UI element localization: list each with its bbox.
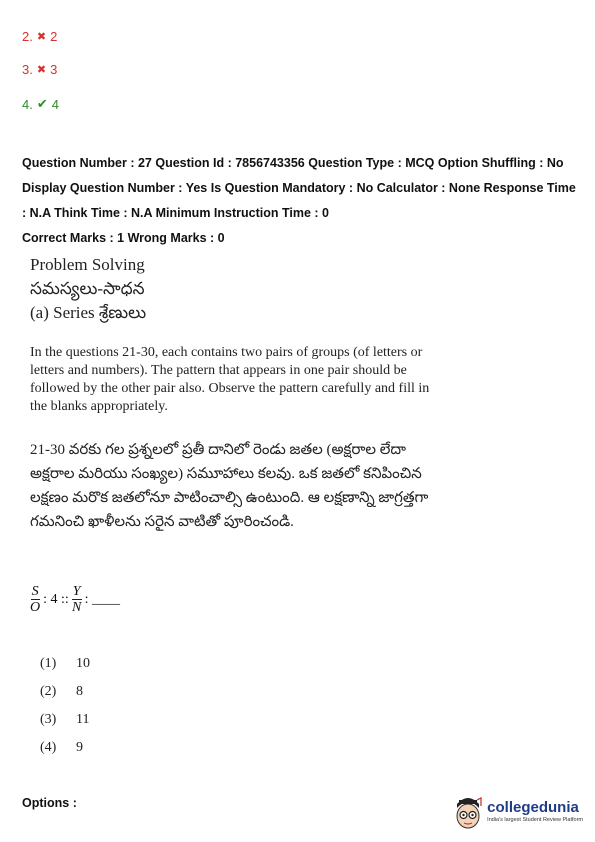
question-meta-line-1: Question Number : 27 Question Id : 7856743356 Question Type : MCQ Option Shuffling : No — [22, 156, 564, 170]
cross-icon: ✖ — [36, 64, 47, 76]
question-meta-line-3: : N.A Think Time : N.A Minimum Instruction Time : 0 — [22, 206, 329, 220]
instructions-en: In the questions 21-30, each contains two pairs of groups (of letters or letters and numbers). The pattern that appears in one pair should be followed by the other pair also. Observe the pattern carefully and fill in the blanks appropriately. — [30, 345, 430, 414]
fraction-2-numerator: Y — [72, 584, 81, 599]
section-title-en: Problem Solving — [30, 255, 145, 274]
fraction-2 — [72, 584, 82, 615]
option-number: 2. — [22, 29, 33, 44]
mascot-icon — [453, 794, 483, 830]
question-marks: Correct Marks : 1 Wrong Marks : 0 — [22, 231, 225, 245]
choice-label: (3) — [40, 712, 57, 727]
option-value: 4 — [51, 96, 59, 112]
fraction-1 — [30, 584, 40, 615]
logo-tagline: India's largest Student Review Platform — [487, 817, 583, 823]
choice-4 — [40, 740, 83, 756]
choice-label: (2) — [40, 684, 57, 699]
cross-icon: ✖ — [36, 31, 47, 43]
check-icon: ✔ — [36, 96, 48, 111]
question-expression — [30, 584, 120, 615]
choice-1 — [40, 656, 90, 672]
logo-name: collegedunia — [487, 799, 579, 816]
instructions-te: 21-30 వరకు గల ప్రశ్నలలో ప్రతీ దానిలో రెండు జతల (అక్షరాల లేదా అక్షరాల మరియు సంఖ్యల) సమూహాలు కలవు. ఒక జతలో కనిపించిన లక్షణం మరొక జతలోనూ పాటించాల్సి ఉంటుంది. ఆ లక్షణాన్ని జాగ్రత్తగా గమనించి ఖాళీలను సరైన వాటితో పూరించండి. — [30, 442, 429, 530]
option-value: 3 — [50, 62, 58, 77]
choice-value: 10 — [76, 656, 90, 671]
fraction-2-denominator: N — [72, 600, 82, 615]
question-meta — [22, 151, 582, 251]
options-label: Options : — [22, 796, 77, 810]
fraction-1-numerator: S — [31, 584, 39, 599]
previous-option-2 — [22, 29, 57, 44]
choice-label: (4) — [40, 740, 57, 755]
option-number: 4. — [22, 96, 33, 112]
choice-2 — [40, 684, 83, 700]
section-subtopic: (a) Series శ్రేణులు — [30, 303, 147, 322]
choice-3 — [40, 712, 89, 728]
fraction-1-denominator: O — [30, 600, 41, 615]
expression-middle: : 4 :: — [43, 591, 69, 607]
section-title-te: సమస్యలు-సాధన — [30, 279, 145, 298]
expression-tail: : ____ — [84, 591, 120, 607]
collegedunia-logo — [453, 794, 583, 830]
choice-value: 9 — [76, 740, 83, 755]
option-value: 2 — [50, 29, 58, 44]
previous-option-4 — [22, 96, 59, 112]
choice-label: (1) — [40, 656, 57, 671]
choice-value: 11 — [76, 712, 90, 727]
choice-value: 8 — [76, 684, 83, 699]
option-number: 3. — [22, 62, 33, 77]
question-meta-line-2: Display Question Number : Yes Is Question Mandatory : No Calculator : None Response Time — [22, 181, 576, 195]
previous-option-3 — [22, 62, 57, 77]
